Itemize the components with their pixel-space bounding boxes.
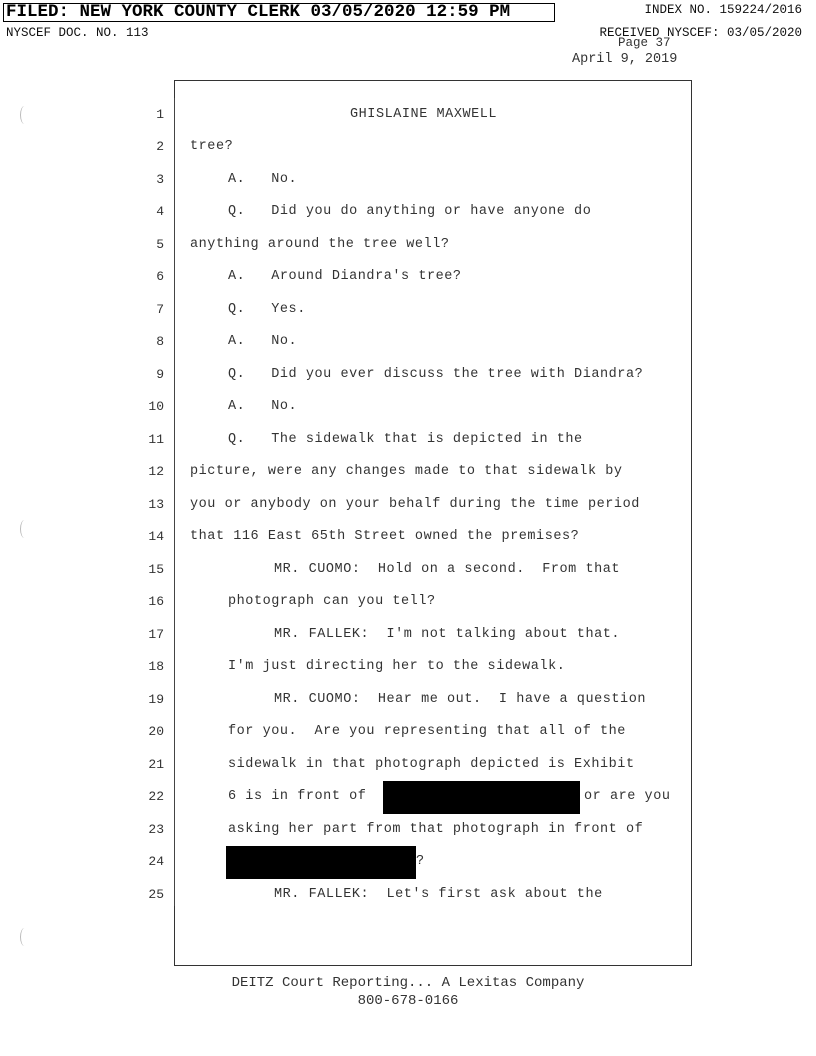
transcript-line: Q. Yes. <box>228 302 306 317</box>
line-number: 18 <box>148 659 164 674</box>
line-number-margin-rule <box>174 98 175 906</box>
line-number: 8 <box>156 334 164 349</box>
transcript-line: MR. CUOMO: Hear me out. I have a question <box>274 692 647 707</box>
line-number: 10 <box>148 399 164 414</box>
received-stamp: RECEIVED NYSCEF: 03/05/2020 <box>599 26 802 40</box>
transcript-line: you or anybody on your behalf during the time period <box>190 497 640 512</box>
line-number: 1 <box>156 107 164 122</box>
binding-mark <box>20 520 29 538</box>
transcript-line: tree? <box>190 139 234 154</box>
transcript-line: A. No. <box>228 334 298 349</box>
line-number: 2 <box>156 139 164 154</box>
line-number: 6 <box>156 269 164 284</box>
transcript-line: A. No. <box>228 172 298 187</box>
transcript-line: Q. Did you do anything or have anyone do <box>228 204 592 219</box>
transcript-line: anything around the tree well? <box>190 237 450 252</box>
transcript-line: I'm just directing her to the sidewalk. <box>228 659 566 674</box>
transcript-line: 6 is in front of <box>228 789 367 804</box>
transcript-line: asking her part from that photograph in front of <box>228 822 644 837</box>
line-number: 9 <box>156 367 164 382</box>
transcript-line: for you. Are you representing that all of the <box>228 724 626 739</box>
reporter-company: DEITZ Court Reporting... A Lexitas Company <box>231 975 585 991</box>
line-number: 5 <box>156 237 164 252</box>
transcript-date: April 9, 2019 <box>572 52 678 67</box>
transcript-line: that 116 East 65th Street owned the premises? <box>190 529 580 544</box>
transcript-line: MR. FALLEK: I'm not talking about that. <box>274 627 621 642</box>
transcript-line: A. Around Diandra's tree? <box>228 269 462 284</box>
binding-mark <box>20 928 29 946</box>
line-number: 13 <box>148 497 164 512</box>
line-number: 15 <box>148 562 164 577</box>
index-number: INDEX NO. 159224/2016 <box>644 3 802 17</box>
line-number: 4 <box>156 204 164 219</box>
line-number: 21 <box>148 757 164 772</box>
transcript-line-continuation: ? <box>416 854 425 869</box>
transcript-line: Q. The sidewalk that is depicted in the <box>228 432 583 447</box>
line-number: 14 <box>148 529 164 544</box>
redaction-box <box>226 846 416 879</box>
line-number: 7 <box>156 302 164 317</box>
line-number: 20 <box>148 724 164 739</box>
redaction-box <box>383 781 580 814</box>
transcript-line: MR. CUOMO: Hold on a second. From that <box>274 562 621 577</box>
line-number: 3 <box>156 172 164 187</box>
transcript-line: sidewalk in that photograph depicted is Exhibit <box>228 757 635 772</box>
transcript-line: photograph can you tell? <box>228 594 436 609</box>
binding-mark <box>20 106 29 124</box>
line-number: 12 <box>148 464 164 479</box>
transcript-line: Q. Did you ever discuss the tree with Diandra? <box>228 367 644 382</box>
reporter-phone: 800-678-0166 <box>357 993 459 1009</box>
line-number: 23 <box>148 822 164 837</box>
transcript-line-continuation: or are you <box>584 789 671 804</box>
line-number: 19 <box>148 692 164 707</box>
witness-name-heading: GHISLAINE MAXWELL <box>350 107 498 122</box>
line-number: 25 <box>148 887 164 902</box>
line-number: 17 <box>148 627 164 642</box>
line-number: 16 <box>148 594 164 609</box>
transcript-line: A. No. <box>228 399 298 414</box>
line-number: 11 <box>148 432 164 447</box>
transcript-line: picture, were any changes made to that sidewalk by <box>190 464 623 479</box>
transcript-line: MR. FALLEK: Let's first ask about the <box>274 887 603 902</box>
filed-stamp: FILED: NEW YORK COUNTY CLERK 03/05/2020 12:59 PM <box>3 3 555 22</box>
line-number: 22 <box>148 789 164 804</box>
nyscef-doc-number: NYSCEF DOC. NO. 113 <box>6 26 149 40</box>
line-number: 24 <box>148 854 164 869</box>
page-label: Page 37 <box>618 36 671 50</box>
